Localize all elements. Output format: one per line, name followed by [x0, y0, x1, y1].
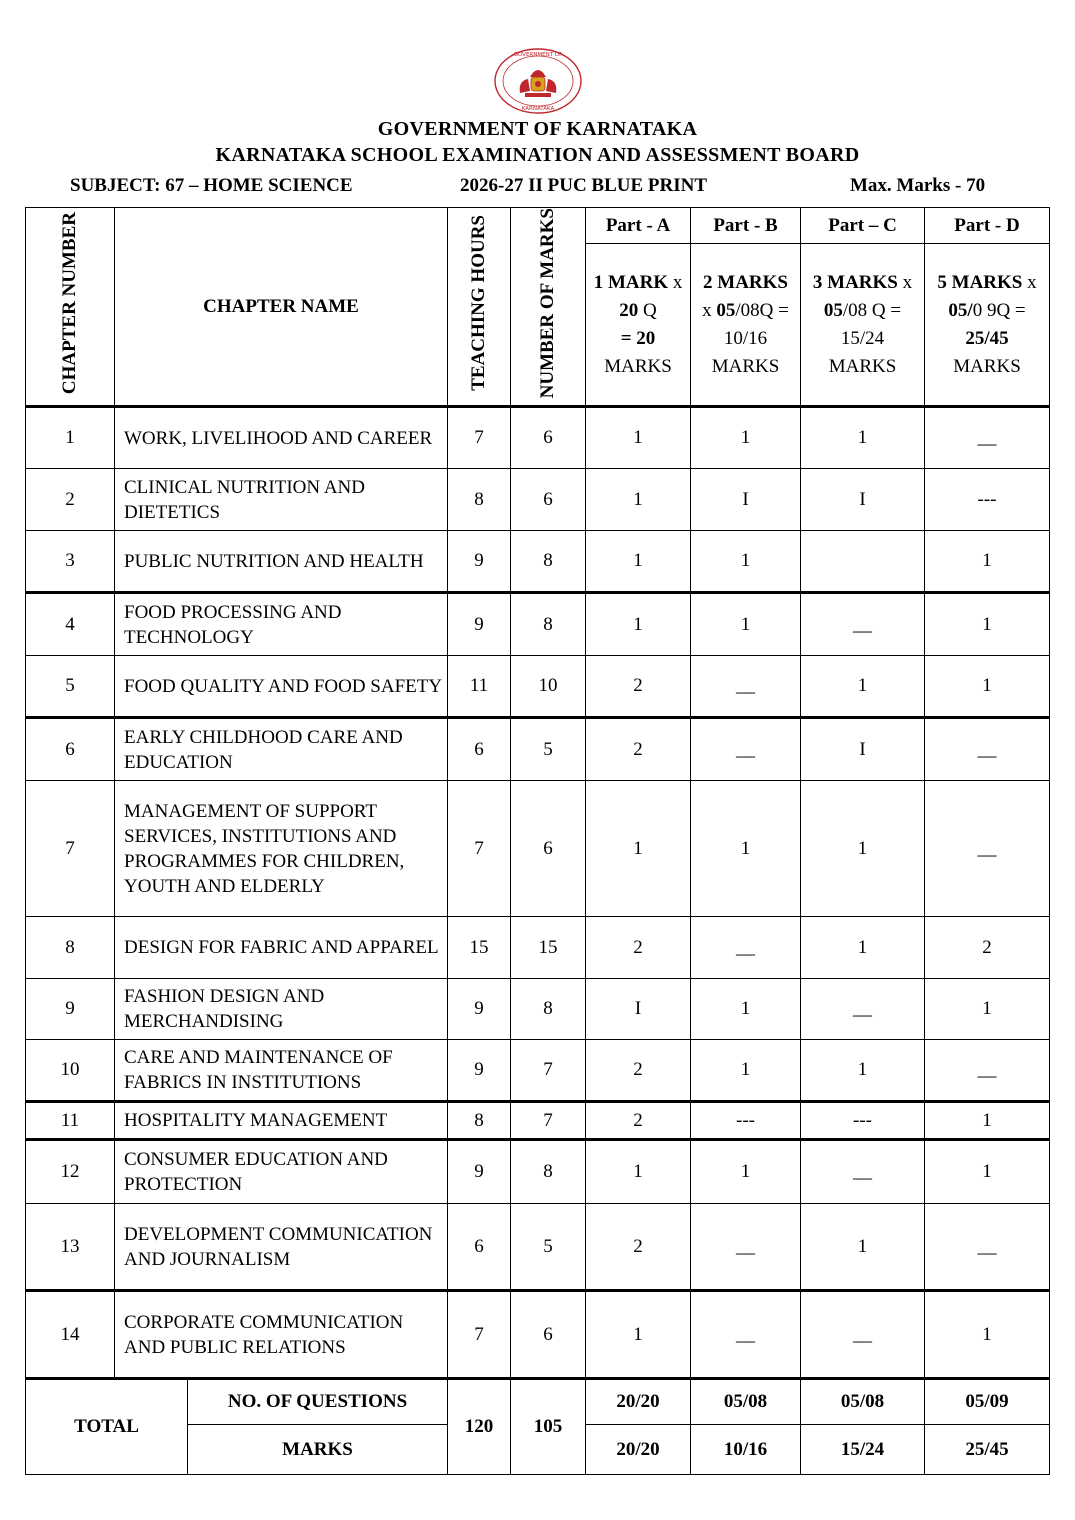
subject-label: SUBJECT: 67 – HOME SCIENCE — [70, 175, 353, 196]
part-c-description: 3 MARKS x 05/08 Q = 15/24 MARKS — [801, 244, 925, 407]
table-row: 13 DEVELOPMENT COMMUNICATION AND JOURNALISM 6 5 2 __ 1 __ — [26, 1204, 1050, 1291]
blueprint-label: 2026-27 II PUC BLUE PRINT — [460, 175, 708, 196]
government-title: GOVERNMENT OF KARNATAKA — [377, 118, 698, 140]
col-teaching-hours: TEACHING HOURS — [448, 208, 511, 407]
table-row: 5 FOOD QUALITY AND FOOD SAFETY 11 10 2 __ 1 1 — [26, 656, 1050, 718]
svg-text:KARNATAKA: KARNATAKA — [521, 106, 555, 112]
svg-text:GOVERNMENT OF: GOVERNMENT OF — [513, 52, 563, 58]
table-row: 12 CONSUMER EDUCATION AND PROTECTION 9 8 1 1 __ 1 — [26, 1140, 1050, 1204]
table-row: 7 MANAGEMENT OF SUPPORT SERVICES, INSTITUTIONS AND PROGRAMMES FOR CHILDREN, YOUTH AND ELDERLY 7 6 1 1 1 __ — [26, 781, 1050, 917]
col-part-b: Part - B — [691, 208, 801, 244]
col-part-c: Part – C — [801, 208, 925, 244]
table-row: 9 FASHION DESIGN AND MERCHANDISING 9 8 I 1 __ 1 — [26, 979, 1050, 1040]
col-part-a: Part - A — [586, 208, 691, 244]
table-row: 1 WORK, LIVELIHOOD AND CAREER 7 6 1 1 1 __ — [26, 407, 1050, 469]
blueprint-table — [25, 207, 1050, 1475]
table-row: 6 EARLY CHILDHOOD CARE AND EDUCATION 6 5 2 __ I __ — [26, 718, 1050, 781]
marks-label: MARKS — [188, 1425, 448, 1475]
total-questions-row: TOTAL NO. OF QUESTIONS 120 105 20/20 05/08 05/08 05/09 — [26, 1379, 1050, 1425]
total-marks-row: MARKS 20/20 10/16 15/24 25/45 — [26, 1425, 1050, 1475]
table-row: 3 PUBLIC NUTRITION AND HEALTH 9 8 1 1 1 — [26, 531, 1050, 593]
table-row: 14 CORPORATE COMMUNICATION AND PUBLIC RELATIONS 7 6 1 __ __ 1 — [26, 1291, 1050, 1379]
max-marks-label: Max. Marks - 70 — [850, 175, 986, 196]
table-row: 4 FOOD PROCESSING AND TECHNOLOGY 9 8 1 1 __ 1 — [26, 593, 1050, 656]
table-row: 11 HOSPITALITY MANAGEMENT 8 7 2 --- --- 1 — [26, 1102, 1050, 1140]
table-row: 10 CARE AND MAINTENANCE OF FABRICS IN INSTITUTIONS 9 7 2 1 1 __ — [26, 1040, 1050, 1102]
part-d-description: 5 MARKS x 05/0 9Q = 25/45 MARKS — [925, 244, 1050, 407]
total-marks: 105 — [511, 1379, 586, 1475]
board-title: KARNATAKA SCHOOL EXAMINATION AND ASSESSMENT BOARD — [215, 144, 860, 166]
col-number-of-marks: NUMBER OF MARKS — [511, 208, 586, 407]
table-row: 2 CLINICAL NUTRITION AND DIETETICS 8 6 1 I I --- — [26, 469, 1050, 531]
col-chapter-name: CHAPTER NAME — [115, 208, 448, 407]
col-chapter-number: CHAPTER NUMBER — [26, 208, 115, 407]
total-hours: 120 — [448, 1379, 511, 1475]
part-a-description: 1 MARK x 20 Q = 20 MARKS — [586, 244, 691, 407]
karnataka-emblem-icon — [493, 47, 583, 115]
questions-label: NO. OF QUESTIONS — [188, 1379, 448, 1425]
total-label: TOTAL — [26, 1379, 188, 1475]
col-part-d: Part - D — [925, 208, 1050, 244]
table-row: 8 DESIGN FOR FABRIC AND APPAREL 15 15 2 __ 1 2 — [26, 917, 1050, 979]
part-b-description: 2 MARKS x 05/08Q = 10/16 MARKS — [691, 244, 801, 407]
